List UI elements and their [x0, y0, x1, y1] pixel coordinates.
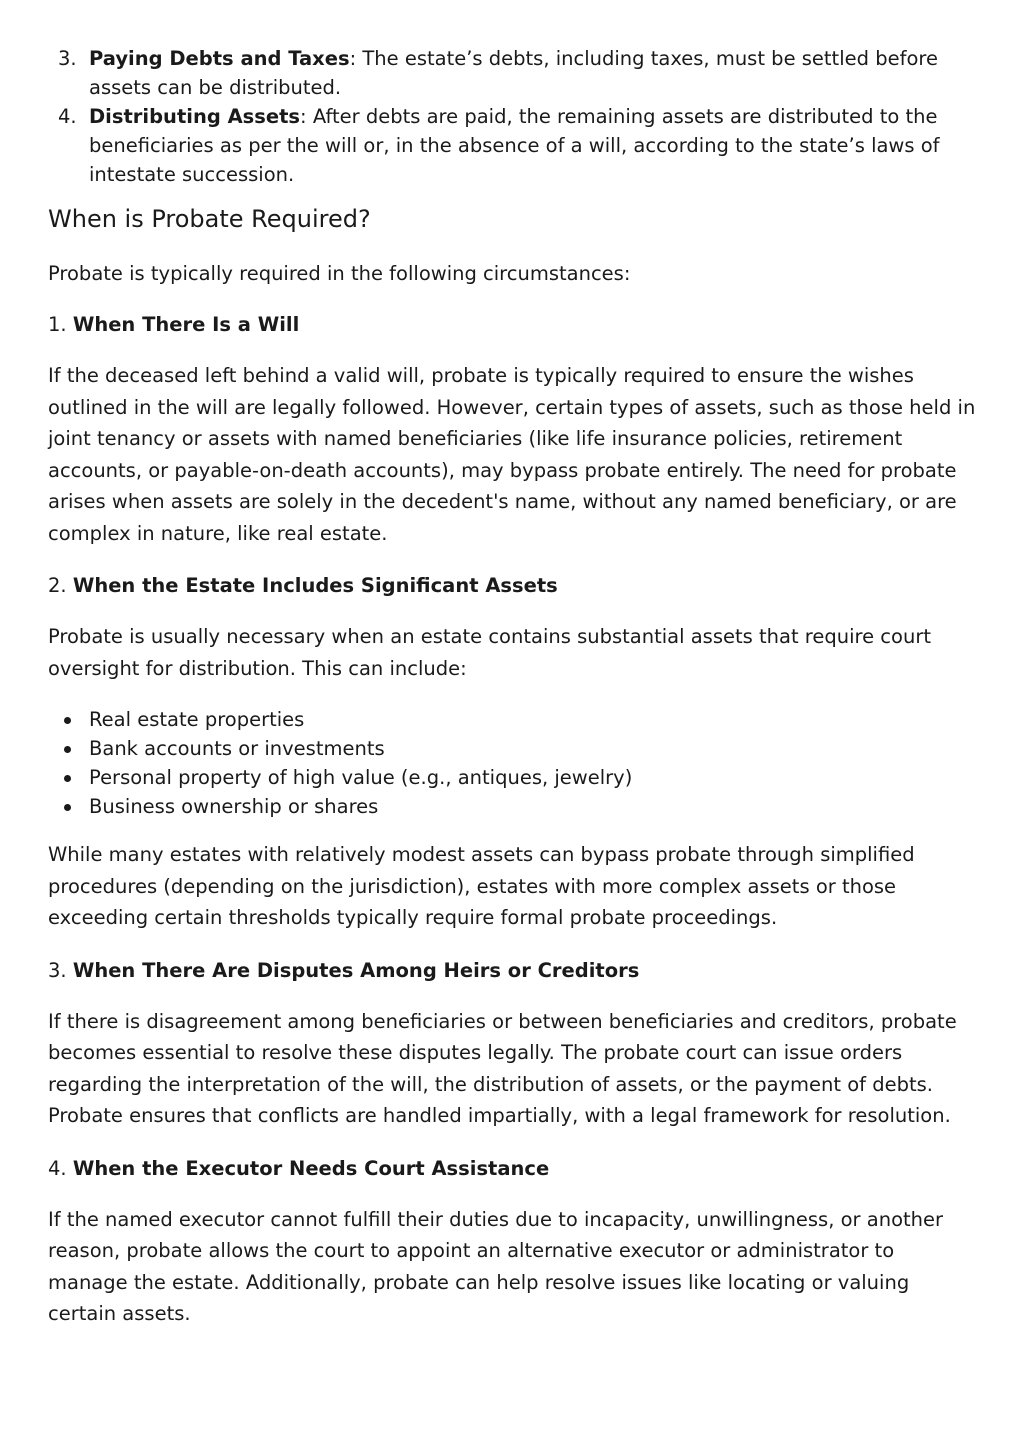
subsection-number: 2. — [48, 574, 67, 597]
paragraph: While many estates with relatively modest assets can bypass probate through simplified procedures (depending on the jurisdiction), estates with more complex assets or those exceeding certain thresholds typically require formal probate proceedings. — [48, 843, 915, 929]
list-item-term: Paying Debts and Taxes — [89, 47, 350, 70]
paragraph: If the named executor cannot fulfill their duties due to incapacity, unwillingness, or another reason, probate allows the court to appoint an alternative executor or administrator to manage the estate. Additionally, probate can help resolve issues like locating or valuing certain assets. — [48, 1207, 944, 1325]
subsection-title-executor — [48, 1153, 976, 1184]
list-item — [48, 44, 976, 102]
list-item-text: : After debts are paid, the remaining assets are distributed to the beneficiaries as per the will or, in the absence of a will, according to the state’s laws of intestate succession. — [89, 105, 940, 186]
bullet-item: Business ownership or shares — [48, 792, 976, 821]
bullet-item: Personal property of high value (e.g., antiques, jewelry) — [48, 763, 976, 792]
process-steps-list — [48, 44, 976, 189]
subsection-title-text: When the Estate Includes Significant Assets — [72, 574, 558, 597]
subsection-title-text: When There Is a Will — [72, 313, 300, 336]
subsection-number: 3. — [48, 958, 67, 982]
subsection-title-text: When the Executor Needs Court Assistance — [72, 1156, 550, 1180]
list-item-number: 4. — [58, 105, 77, 128]
assets-bullet-list — [48, 705, 976, 821]
paragraph: If there is disagreement among beneficiaries or between beneficiaries and creditors, probate becomes essential to resolve these disputes legally. The probate court can issue orders regarding the interpretation of the will, the distribution of assets, or the payment of debts. Probate ensures that conflicts are handled impartially, with a legal framework for resolution. — [48, 1009, 957, 1127]
paragraph: Probate is usually necessary when an estate contains substantial assets that require court oversight for distribution. This can include: — [48, 625, 931, 680]
list-item-term: Distributing Assets — [89, 105, 301, 128]
subsection-title-text: When There Are Disputes Among Heirs or Creditors — [72, 958, 640, 982]
paragraph: If the deceased left behind a valid will, probate is typically required to ensure the wishes outlined in the will are legally followed. However, certain types of assets, such as those held in joint tenancy or assets with named beneficiaries (like life insurance policies, retirement accounts, or payable-on-death accounts), may bypass probate entirely. The need for probate arises when assets are solely in the decedent's name, without any named beneficiary, or are complex in nature, like real estate. — [48, 364, 976, 545]
intro-paragraph: Probate is typically required in the following circumstances: — [48, 262, 631, 285]
list-item-text: : The estate’s debts, including taxes, must be settled before assets can be distributed. — [89, 47, 938, 99]
subsection-number: 4. — [48, 1156, 67, 1180]
bullet-item: Bank accounts or investments — [48, 734, 976, 763]
subsection-title-disputes — [48, 955, 976, 986]
list-item — [48, 102, 976, 189]
subsection-title-will — [48, 309, 976, 340]
list-item-number: 3. — [58, 47, 77, 70]
subsection-title-significant-assets — [48, 570, 976, 601]
section-heading: When is Probate Required? — [48, 205, 371, 233]
bullet-item: Real estate properties — [48, 705, 976, 734]
subsection-number: 1. — [48, 313, 67, 336]
